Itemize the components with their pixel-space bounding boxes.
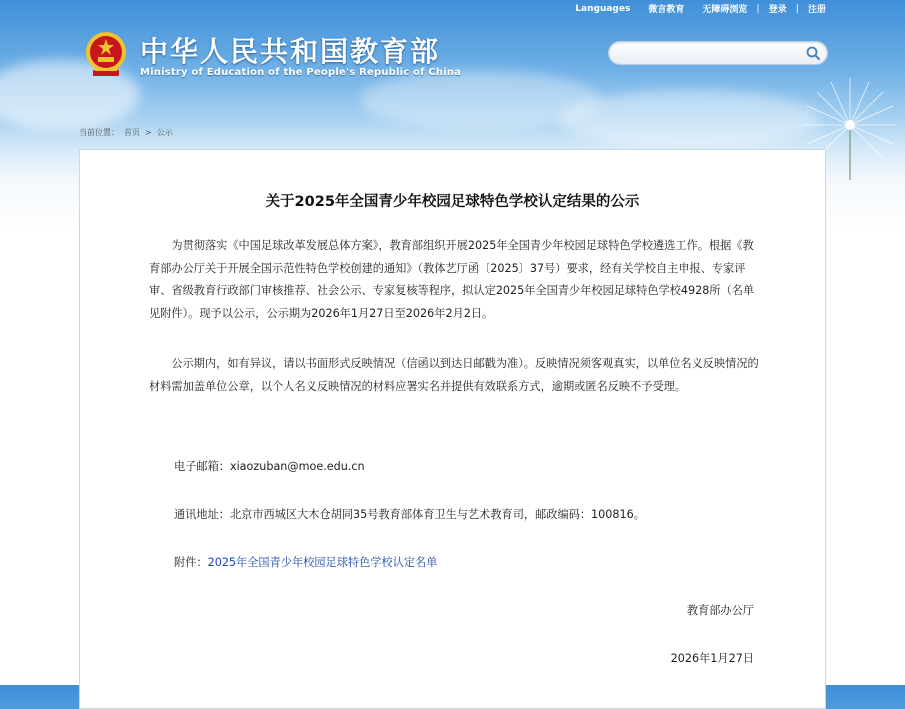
signature: 教育部办公厅 — [686, 604, 754, 617]
top-links — [566, 2, 835, 15]
site-subtitle: Ministry of Education of the People's Republic of China — [140, 67, 462, 78]
login-link[interactable]: 登录 — [768, 5, 787, 15]
search-icon[interactable] — [805, 45, 821, 61]
email-line — [174, 458, 365, 474]
email-label: 电子邮箱： — [174, 460, 230, 473]
address-label: 通讯地址： — [174, 508, 230, 521]
attachment-label: 附件： — [174, 556, 208, 569]
breadcrumb — [79, 127, 173, 138]
breadcrumb-home-link[interactable]: 首页 — [124, 128, 140, 137]
article-paragraph-2: 公示期内，如有异议，请以书面形式反映情况（信函以到达日邮戳为准）。反映情况须客观真实，以单位名义反映情况的材料需加盖单位公章，以个人名义反映情况的材料应署实名并提供有效联系方式，逾期或匿名反映不予受理。 — [149, 357, 759, 393]
address-value: 北京市西城区大木仓胡同35号教育部体育卫生与艺术教育司，邮政编码：100816。 — [229, 508, 645, 521]
article-title: 关于2025年全国青少年校园足球特色学校认定结果的公示 — [265, 194, 640, 210]
languages-link[interactable]: Languages — [575, 3, 631, 14]
breadcrumb-current[interactable]: 公示 — [156, 128, 173, 137]
article-paragraph-1: 为贯彻落实《中国足球改革发展总体方案》，教育部组织开展2025年全国青少年校园足球特色学校遴选工作。根据《教育部办公厅关于开展全国示范性特色学校创建的通知》（教体艺厅函〔2025〕37号）要求，经有关学校自主申报、专家评审、省级教育行政部门审核推荐、社会公示、专家复核等程序，拟认定2025年全国青少年校园足球特色学校4928所（名单见附件）。现予以公示，公示期为2026年1月27日至2026年2月2日。 — [149, 239, 755, 320]
address-line — [174, 506, 645, 522]
search-box — [608, 41, 828, 65]
accessibility-link[interactable]: 无障碍浏览 — [702, 5, 748, 15]
sky-cloud — [560, 90, 820, 150]
signature-date: 2026年1月27日 — [670, 652, 754, 665]
article-container — [79, 149, 826, 709]
link-separator: | — [756, 3, 760, 14]
search-input[interactable] — [619, 45, 803, 63]
national-emblem-icon — [83, 30, 129, 78]
register-link[interactable]: 注册 — [807, 5, 826, 15]
breadcrumb-separator: > — [145, 128, 152, 137]
link-separator: | — [795, 3, 799, 14]
attachment-line — [174, 554, 437, 570]
site-title[interactable]: 中华人民共和国教育部 — [140, 35, 441, 68]
weiyan-link[interactable]: 微言教育 — [648, 5, 685, 15]
breadcrumb-prefix: 当前位置： — [79, 128, 119, 137]
attachment-link[interactable]: 2025年全国青少年校园足球特色学校认定名单 — [207, 556, 438, 569]
email-value: xiaozuban@moe.edu.cn — [229, 460, 365, 473]
